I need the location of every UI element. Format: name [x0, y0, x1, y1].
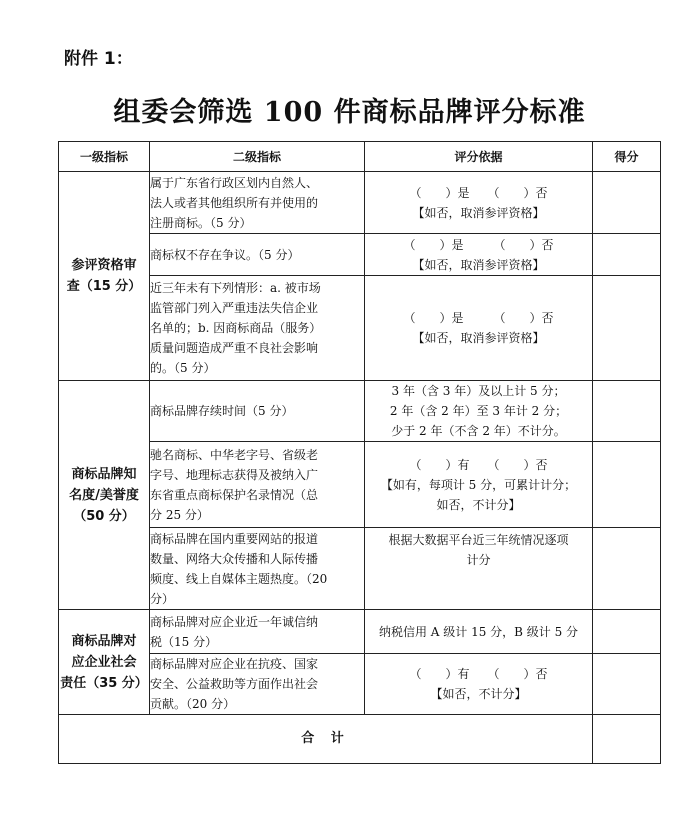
text-line: 商标品牌知 — [71, 466, 137, 482]
text-line: 参评资格审 — [71, 258, 137, 273]
header-secondary-indicator: 二级指标 — [150, 142, 365, 172]
text-line: （ ）有 （ ）否 — [409, 457, 548, 472]
text-line: 名度/美誉度 — [69, 487, 139, 503]
total-label: 合 计 — [59, 715, 593, 764]
text-line: 2 年（含 2 年）至 3 年计 2 分； — [389, 404, 568, 418]
text-line: 查（15 分） — [66, 279, 142, 294]
text-line: 质量问题造成严重不良社会影响 — [150, 341, 319, 355]
score-cell — [593, 172, 661, 234]
text-line: 注册商标。（5 分） — [150, 215, 252, 230]
text-line: 安全、公益救助等方面作出社会 — [150, 677, 319, 691]
table-row — [59, 381, 661, 442]
text-line: 【如否，取消参评资格】 — [412, 205, 545, 220]
document-title: 组委会筛选 100 件商标品牌评分标准 — [113, 97, 586, 128]
text-line: 【如否，取消参评资格】 — [412, 331, 545, 345]
text-line: 责任（35 分） — [60, 675, 148, 691]
text-line: 法人或者其他组织所有并使用的 — [150, 195, 319, 210]
table-body — [59, 172, 661, 715]
text-line: 的。（5 分） — [150, 361, 216, 375]
score-cell — [593, 381, 661, 442]
scoring-basis-cell — [365, 276, 593, 381]
total-row — [59, 715, 661, 764]
text-line: 税（15 分） — [150, 634, 218, 649]
text-line: 少于 2 年（不含 2 年）不计分。 — [391, 424, 566, 438]
text-line: 数量、网络大众传播和人际传播 — [150, 551, 319, 566]
header-scoring-basis: 评分依据 — [365, 142, 593, 172]
primary-indicator-cell — [59, 172, 150, 381]
text-line: 商标品牌对应企业近一年诚信纳 — [150, 614, 319, 629]
scoring-basis-cell — [365, 654, 593, 715]
attachment-label: 附件 1： — [64, 49, 133, 69]
text-line: 商标品牌对 — [71, 633, 137, 649]
scoring-table — [58, 141, 661, 764]
text-line: 商标品牌在国内重要网站的报道 — [150, 531, 319, 546]
table-row — [59, 610, 661, 654]
table-row — [59, 654, 661, 715]
text-line: （ ）有 （ ）否 — [409, 667, 548, 681]
score-cell — [593, 234, 661, 276]
text-line: （ ）是 （ ）否 — [409, 185, 548, 200]
text-line: 属于广东省行政区划内自然人、 — [150, 175, 319, 190]
text-line: 【如否，不计分】 — [430, 687, 527, 701]
scoring-basis-cell — [365, 172, 593, 234]
scoring-basis-cell — [365, 381, 593, 442]
score-cell — [593, 654, 661, 715]
text-line: 字号、地理标志获得及被纳入广 — [150, 467, 319, 482]
text-line: 【如有，每项计 5 分，可累计计分； — [380, 477, 577, 492]
text-line: 近三年未有下列情形：a. 被市场 — [150, 281, 321, 295]
text-line: （ ）是 （ ）否 — [403, 311, 554, 325]
score-cell — [593, 610, 661, 654]
text-line: 商标品牌对应企业在抗疫、国家 — [150, 657, 319, 671]
scoring-basis-cell — [365, 528, 593, 610]
text-line: 商标权不存在争议。（5 分） — [150, 247, 300, 262]
secondary-indicator-cell — [150, 234, 365, 276]
text-line: 3 年（含 3 年）及以上计 5 分； — [391, 384, 566, 398]
text-line: 名单的；b. 因商标商品（服务） — [150, 321, 322, 335]
secondary-indicator-cell — [150, 276, 365, 381]
secondary-indicator-cell — [150, 528, 365, 610]
text-line: 应企业社会 — [71, 654, 137, 670]
scoring-basis-cell — [365, 442, 593, 528]
text-line: （50 分） — [73, 508, 135, 524]
text-line: 计分 — [466, 553, 491, 567]
text-line: 分 25 分） — [150, 507, 209, 522]
header-primary-indicator: 一级指标 — [59, 142, 150, 172]
text-line: 纳税信用 A 级计 15 分，B 级计 5 分 — [378, 624, 579, 639]
text-line: 根据大数据平台近三年统情况逐项 — [388, 533, 569, 547]
secondary-indicator-cell — [150, 381, 365, 442]
score-cell — [593, 442, 661, 528]
text-line: （ ）是 （ ）否 — [403, 237, 554, 252]
score-cell — [593, 276, 661, 381]
text-line: 驰名商标、中华老字号、省级老 — [150, 447, 319, 462]
secondary-indicator-cell — [150, 610, 365, 654]
text-line: 【如否，取消参评资格】 — [412, 257, 545, 272]
text-line: 东省重点商标保护名录情况（总 — [150, 487, 319, 502]
secondary-indicator-cell — [150, 442, 365, 528]
table-row — [59, 442, 661, 528]
secondary-indicator-cell — [150, 172, 365, 234]
table-row — [59, 234, 661, 276]
scoring-basis-cell — [365, 610, 593, 654]
secondary-indicator-cell — [150, 654, 365, 715]
primary-indicator-cell — [59, 610, 150, 715]
total-score-cell — [593, 715, 661, 764]
text-line: 如否，不计分】 — [436, 497, 521, 512]
text-line: 商标品牌存续时间（5 分） — [150, 404, 294, 418]
table-header-row — [59, 142, 661, 172]
primary-indicator-cell — [59, 381, 150, 610]
scoring-basis-cell — [365, 234, 593, 276]
table-row — [59, 276, 661, 381]
score-cell — [593, 528, 661, 610]
header-score: 得分 — [593, 142, 661, 172]
text-line: 贡献。（20 分） — [150, 697, 236, 711]
text-line: 分） — [150, 591, 175, 606]
table-row — [59, 172, 661, 234]
table-row — [59, 528, 661, 610]
text-line: 频度、线上自媒体主题热度。（20 — [150, 571, 328, 586]
text-line: 监管部门列入严重违法失信企业 — [150, 301, 319, 315]
